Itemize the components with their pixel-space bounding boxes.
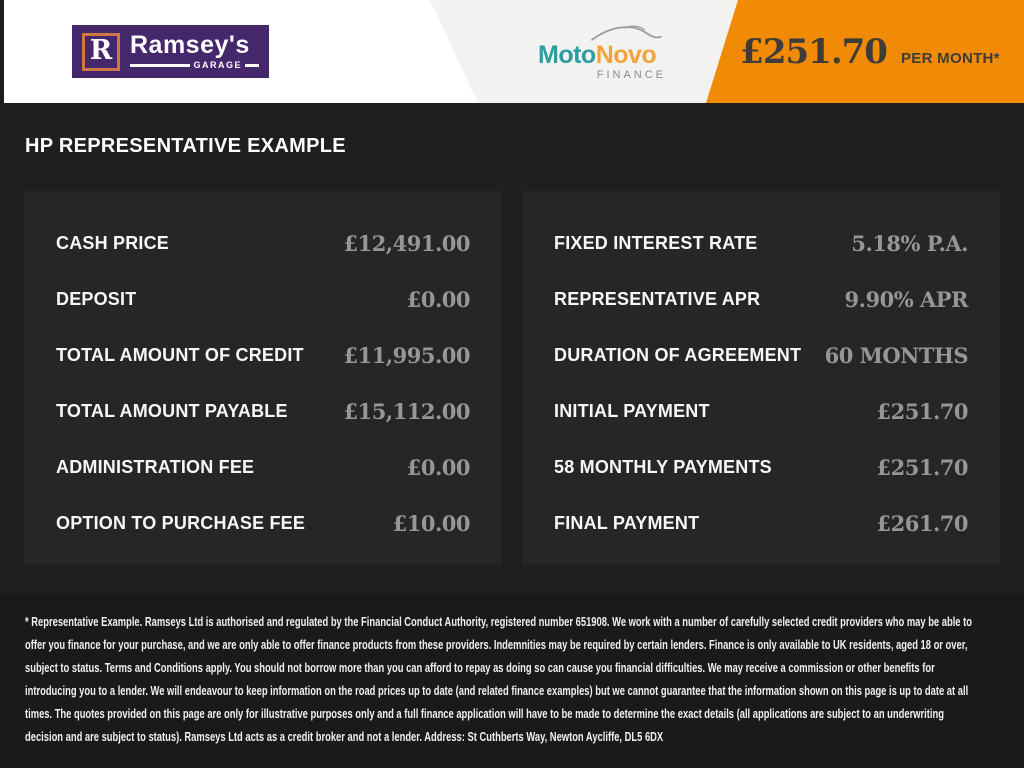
row-value: £251.70 xyxy=(876,454,968,480)
row-value: £0.00 xyxy=(406,454,470,480)
finance-row-final-payment xyxy=(554,495,968,551)
row-value: £11,995.00 xyxy=(343,342,470,368)
left-edge-strip xyxy=(0,0,4,103)
ramseys-underline xyxy=(130,60,259,70)
row-value: 5.18% P.A. xyxy=(851,230,968,256)
dealer-subtitle: GARAGE xyxy=(193,60,242,70)
footer xyxy=(0,594,1024,768)
row-label: ADMINISTRATION FEE xyxy=(56,456,255,477)
row-label: TOTAL AMOUNT OF CREDIT xyxy=(56,344,304,365)
underline-bar xyxy=(130,64,190,67)
row-value: £261.70 xyxy=(876,510,968,536)
finance-row-total-credit xyxy=(56,327,470,383)
motonovo-wordmark xyxy=(538,43,666,67)
monthly-price-banner xyxy=(716,0,1024,103)
finance-row-initial-payment xyxy=(554,383,968,439)
dealer-name: Ramsey's xyxy=(130,31,250,59)
row-value: £15,112.00 xyxy=(343,398,470,424)
ramseys-monogram-icon xyxy=(82,33,120,71)
underline-bar-short xyxy=(245,64,259,67)
header xyxy=(0,0,1024,103)
ramseys-monogram-letter: R xyxy=(89,35,113,66)
row-label: DEPOSIT xyxy=(56,288,137,309)
row-value: £251.70 xyxy=(876,398,968,424)
per-month-label: PER MONTH* xyxy=(900,49,1000,67)
row-label: INITIAL PAYMENT xyxy=(554,400,710,421)
finance-example-section xyxy=(0,103,1024,594)
row-label: DURATION OF AGREEMENT xyxy=(554,344,802,365)
monthly-price-amount: £251.70 xyxy=(740,31,887,72)
ramseys-logo-text xyxy=(130,33,259,70)
novo-text: Novo xyxy=(595,41,657,69)
finance-panel-left xyxy=(24,191,502,565)
row-label: 58 MONTHLY PAYMENTS xyxy=(554,456,772,477)
row-label: REPRESENTATIVE APR xyxy=(554,288,761,309)
row-value: 9.90% APR xyxy=(844,286,968,312)
finance-row-interest-rate xyxy=(554,215,968,271)
ramseys-garage-logo xyxy=(72,25,269,78)
row-value: £10.00 xyxy=(392,510,470,536)
finance-subtitle: FINANCE xyxy=(596,69,666,81)
finance-panel-right xyxy=(522,191,1000,565)
finance-row-total-payable xyxy=(56,383,470,439)
page-title: HP REPRESENTATIVE EXAMPLE xyxy=(25,135,346,157)
row-value: £12,491.00 xyxy=(343,230,470,256)
row-label: FIXED INTEREST RATE xyxy=(554,232,758,253)
row-label: CASH PRICE xyxy=(56,232,170,253)
row-label: TOTAL AMOUNT PAYABLE xyxy=(56,400,288,421)
finance-row-cash-price xyxy=(56,215,470,271)
row-label: FINAL PAYMENT xyxy=(554,512,700,533)
finance-row-option-fee xyxy=(56,495,470,551)
finance-row-monthly-payments xyxy=(554,439,968,495)
row-value: £0.00 xyxy=(406,286,470,312)
row-label: OPTION TO PURCHASE FEE xyxy=(56,512,306,533)
moto-text: Moto xyxy=(538,41,596,69)
finance-row-admin-fee xyxy=(56,439,470,495)
finance-row-duration xyxy=(554,327,968,383)
representative-example-disclaimer: * Representative Example. Ramseys Ltd is authorised and regulated by the Financial Conduct Authority, registered number 651908. We work with a number of carefully selected credit providers who may be able to offer you finance for your purchase, and we are only able to offer finance products from these providers. Indemnities may be required by certain lenders. Finance is only available to UK residents, aged 18 or over, subject to status. Terms and Conditions apply. You should not borrow more than you can afford to repay as doing so can cause you financial difficulties. We may receive a commission or other benefits for introducing you to a lender. We will endeavour to keep information on the road prices up to date (and related finance examples) but we cannot guarantee that the information shown on this page is up to date at all times. The quotes provided on this page are only for illustrative purposes only and a full finance application will have to be made to determine the exact details (all applications are subject to an underwriting decision and are subject to status). Ramseys Ltd acts as a credit broker and not a lender. Address: St Cuthberts Way, Newton Aycliffe, DL5 6DX xyxy=(25,615,972,744)
finance-panels xyxy=(0,191,1024,565)
finance-row-deposit xyxy=(56,271,470,327)
motonovo-finance-logo xyxy=(538,24,666,81)
finance-row-apr xyxy=(554,271,968,327)
row-value: 60 MONTHS xyxy=(824,342,968,368)
